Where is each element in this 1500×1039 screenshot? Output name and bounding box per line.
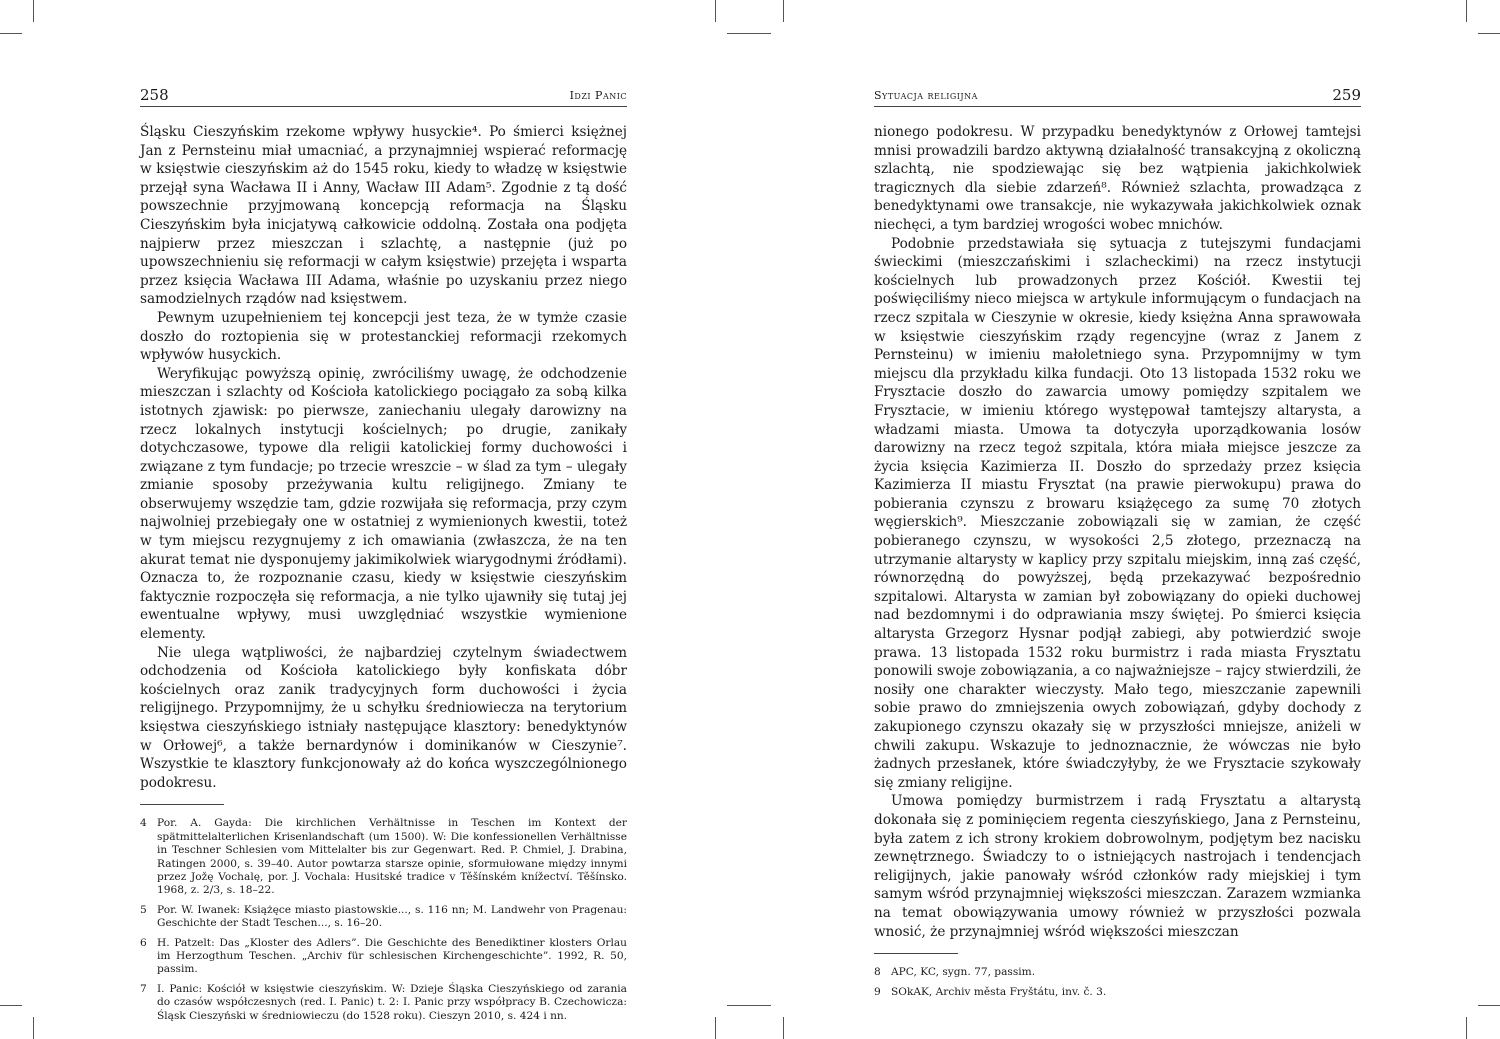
footnote-number: 5 — [140, 903, 147, 916]
footnote — [140, 904, 627, 931]
crop-mark — [0, 33, 22, 34]
crop-mark — [1466, 1017, 1467, 1039]
paragraph: Podobnie przedstawiała się sytuacja z tutejszymi fundacjami świeckimi (mieszczańskimi i szlacheckimi) na rzecz instytucji kościelnych lub prowadzonych przez Kościół. Kwestii tej poświęciliśmy nieco miejsca w artykule informującym o fundacjach na rzecz szpitala w Cieszynie w okresie, kiedy księżna Anna sprawowała w księstwie cieszyńskim rządy regencyjne (wraz z Janem z Pernsteinu) w imieniu małoletniego syna. Przypomnijmy w tym miejscu dla przykładu kilka fundacji. Oto 13 listopada 1532 roku we Frysztacie doszło do zawarcia umowy pomiędzy szpitalem we Frysztacie, w imieniu którego występował tamtejszy altarysta, a władzami miasta. Umowa ta dotyczyła uporządkowania losów darowizny na rzecz tegoż szpitala, która miała miejsce jeszcze za życia księcia Kazimierza II. Doszło do sprzedaży przez księcia Kazimierza II miastu Frysztat (na prawie pierwokupu) prawa do pobierania czynszu z browaru książęcego za sumę 70 złotych węgierskich⁹. Mieszczanie zobowiązali się w zamian, że część pobieranego czynszu, w wysokości 2,5 złotego, przeznaczą na utrzymanie altarysty w kaplicy przy szpitalu miejskim, inną zaś część, równorzędną do powyższej, będą przekazywać bezpośrednio szpitalowi. Altarysta w zamian był zobowiązany do opieki duchowej nad bezdomnymi i do odprawiania mszy świętej. Po śmierci księcia altarysta Grzegorz Hysnar podjął zabiegi, aby potwierdzić swoje prawa. 13 listopada 1532 roku burmistrz i rada miasta Frysztatu ponowili swoje zobowiązania, a co najważniejsze – rajcy stwierdzili, że nosiły one charakter wieczysty. Mało tego, mieszczanie zapewnili sobie prawo do zmniejszenia owych zobowiązań, gdyby dochody z zakupionego czynszu okazały się w przyszłości mniejsze, aniżeli w chwili zakupu. Wskazuje to jednoznacznie, że wówczas nie było żadnych przesłanek, które świadczyłyby, że we Frysztacie szykowały się zmiany religijne. — [874, 235, 1361, 791]
paragraph: Umowa pomiędzy burmistrzem i radą Frysztatu a altarystą dokonała się z pominięciem regenta cieszyńskiego, Jana z Pernsteinu, była zatem z ich strony krokiem dobrowolnym, podjętym bez nacisku zewnętrznego. Świadczy to o istniejących nastrojach i tendencjach religijnych, jakie panowały wśród członków rady miejskiej i tym samym wśród przynajmniej większości mieszczan. Zarazem wzmianka na temat obowiązywania umowy również w przyszłości pozwala wnosić, że przynajmniej wśród większości mieszczan — [874, 793, 1361, 940]
crop-mark — [715, 0, 716, 22]
paragraph: Pewnym uzupełnieniem tej koncepcji jest teza, że w tymże czasie doszło do roztopienia się w protestanckiej reformacji rzekomych wpływów husyckich. — [140, 309, 627, 364]
crop-mark — [1478, 1005, 1500, 1006]
footnotes — [140, 817, 627, 1023]
paragraph: Śląsku Cieszyńskim rzekome wpływy husyckie⁴. Po śmierci księżnej Jan z Pernsteinu miał umacniać, a przynajmniej wspierać reformację w księstwie cieszyńskim aż do 1545 roku, kiedy to władzę w księstwie przejął syna Wacława II i Anny, Wacław III Adam⁵. Zgodnie z tą dość powszechnie przyjmowaną koncepcją reformacja na Śląsku Cieszyńskim była inicjatywą całkowicie oddolną. Została ona podjęta najpierw przez mieszczan i szlachtę, a następnie (już po upowszechnieniu się reformacji w całym księstwie) przejęta i wsparta przez księcia Wacława III Adama, właśnie po uzyskaniu przez niego samodzielnych rządów nad księstwem. — [140, 124, 627, 308]
footnote-text: APC, KC, sygn. 77, passim. — [891, 966, 1036, 979]
crop-mark — [727, 1005, 771, 1006]
footnote-text: Por. W. Iwanek: Książęce miasto piastowskie..., s. 116 nn; M. Landwehr von Pragenau: Geschichte der Stadt Teschen..., s. 16–20. — [157, 903, 627, 930]
footnote-number: 6 — [140, 936, 147, 949]
footnote — [874, 986, 1361, 999]
footnote — [874, 966, 1361, 979]
footnotes — [874, 966, 1361, 999]
running-head-title: Sytuacja religijna — [874, 89, 978, 102]
footnote — [140, 937, 627, 977]
footnote-separator — [874, 953, 958, 954]
paragraph: Nie ulega wątpliwości, że najbardziej czytelnym świadectwem odchodzenia od Kościoła katolickiego były konfiskata dóbr kościelnych oraz zanik tradycyjnych form duchowości i życia religijnego. Przypomnijmy, że u schyłku średniowiecza na terytorium księstwa cieszyńskiego istniały następujące klasztory: benedyktynów w Orłowej⁶, a także bernardynów i dominikanów w Cieszynie⁷. Wszystkie te klasztory funkcjonowały aż do końca wyszczególnionego podokresu. — [140, 644, 627, 791]
crop-mark — [783, 0, 784, 22]
footnote — [140, 983, 627, 1023]
crop-mark — [715, 1017, 716, 1039]
footnote-number: 7 — [140, 982, 147, 995]
footnote-number: 9 — [874, 985, 881, 998]
crop-mark — [1466, 0, 1467, 22]
paragraph: Weryfikując powyższą opinię, zwróciliśmy uwagę, że odchodzenie mieszczan i szlachty od Kościoła katolickiego pociągało za sobą kilka istotnych zjawisk: po pierwsze, zaniechaniu ulegały darowizny na rzecz lokalnych instytucji kościelnych; po drugie, zanikały dotychczasowe, typowe dla religii katolickiej formy duchowości i związane z tym fundacje; po trzecie wreszcie – w ślad za tym – ulegały zmianie sposoby przeżywania kultu religijnego. Zmiany te obserwujemy wszędzie tam, gdzie rozwijała się reformacja, przy czym najwolniej przebiegały one w ostatniej z wymienionych kwestii, toteż w tym miejscu rezygnujemy z ich omawiania (zwłaszcza, że na ten akurat temat nie dysponujemy jakimikolwiek wiarygodnymi źródłami). Oznacza to, że rozpoznanie czasu, kiedy w księstwie cieszyńskim faktycznie rozpoczęła się reformacja, a nie tylko ujawniły się tutaj jej ewentualne wpływy, musi uwzględniać wszystkie wymienione elementy. — [140, 365, 627, 643]
crop-mark — [727, 33, 771, 34]
footnote-separator — [140, 804, 224, 805]
crop-mark — [783, 1017, 784, 1039]
body-text — [140, 123, 627, 792]
running-head-title: Idzi Panic — [569, 89, 627, 102]
footnote-number: 8 — [874, 966, 881, 979]
footnote-text: SOkAK, Archiv města Fryštátu, inv. č. 3. — [891, 985, 1107, 998]
page-number: 258 — [140, 86, 169, 104]
footnote-text: I. Panic: Kościół w księstwie cieszyńskim. W: Dzieje Śląska Cieszyńskiego od zarania do czasów współczesnych (red. I. Panic) t. 2: I. Panic przy współpracy B. Czechowicza: Śląsk Cieszyński w średniowieczu (do 1528 roku). Cieszyn 2010, s. 424 i nn. — [157, 982, 627, 1022]
footnote-number: 4 — [140, 817, 147, 830]
footnote-text: H. Patzelt: Das „Kloster des Adlers”. Die Geschichte des Benediktiner klosters Orlau im Herzogthum Teschen. „Archiv für schlesischen Kirchengeschichte”. 1992, R. 50, passim. — [157, 936, 627, 976]
paragraph: nionego podokresu. W przypadku benedyktynów z Orłowej tamtejsi mnisi prowadzili bardzo aktywną działalność transakcyjną z okoliczną szlachtą, nie spodziewając się bez wątpienia jakichkolwiek tragicznych dla siebie zdarzeń⁸. Również szlachta, prowadząca z benedyktynami owe transakcje, nie wykazywała jakichkolwiek oznak niechęci, a tym bardziej wrogości wobec mnichów. — [874, 124, 1361, 233]
footnote-text: Por. A. Gayda: Die kirchlichen Verhältnisse in Teschen im Kontext der spätmittelalterlichen Krisenlandschaft (um 1500). W: Die konfessionellen Verhältnisse in Teschner Schlesien vom Mittelalter bis zur Gegenwart. Red. P. Chmiel, J. Drabina, Ratingen 2000, s. 39–40. Autor powtarza starsze opinie, sformułowane między innymi przez Jožę Vochalę, por. J. Vochala: Husitské tradice v Těšínském knížectví. Těšínsko. 1968, z. 2/3, s. 18–22. — [157, 817, 627, 897]
crop-mark — [33, 0, 34, 22]
crop-mark — [33, 1017, 34, 1039]
page-number: 259 — [1332, 86, 1361, 104]
running-head — [140, 86, 627, 107]
body-text — [874, 123, 1361, 941]
running-head — [874, 86, 1361, 107]
footnote — [140, 817, 627, 897]
crop-mark — [1478, 33, 1500, 34]
right-page — [874, 86, 1361, 1005]
left-page — [140, 86, 627, 1029]
crop-mark — [0, 1005, 22, 1006]
